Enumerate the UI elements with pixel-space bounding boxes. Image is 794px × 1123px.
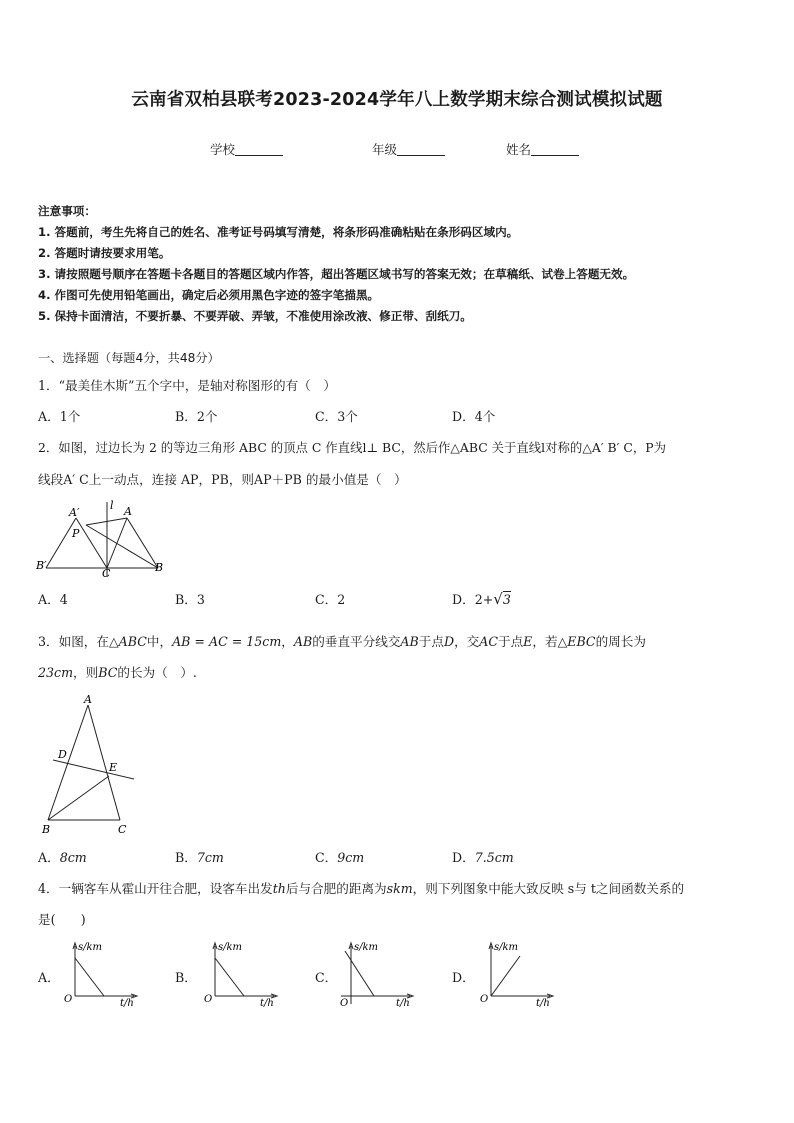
q3-text: ，交 [454,634,480,649]
q4-graph-y-label: s/km [494,942,519,953]
grade-field [372,140,445,158]
q2-label-b-prime: B′ [36,559,47,572]
q1-option-a[interactable]: A．1个 [38,409,81,424]
q2-figure [36,496,176,580]
name-label: 姓名 [506,142,532,157]
question-4-line-1 [38,878,684,897]
question-3-line-1 [38,631,646,650]
question-3-line-2 [38,662,197,681]
q3-text: 3．如图，在 [38,634,109,649]
q4-option-a[interactable]: A． [38,970,60,985]
note-item: 5. 保持卡面清洁，不要折暴、不要弄破、弄皱，不准使用涂改液、修正带、刮纸刀。 [38,309,472,323]
q3-text: ，则 [73,665,99,680]
q4-graph-y-label: s/km [354,942,379,953]
q3-option-a[interactable] [38,847,87,866]
q3-label-b: B [42,823,51,836]
q3-label-c: C [118,823,127,836]
q4-graph-y-label: s/km [218,942,243,953]
q4-graph-c [338,938,420,1010]
q3-option-b[interactable] [175,847,224,866]
q3-math: AC [479,634,498,649]
q4-text: ，则下列图象中能大致反映 s与 t之间函数关系的 [412,881,685,896]
note-item: 1. 答题前，考生先将自己的姓名、准考证号码填写清楚，将条形码准确粘贴在条形码区域内。 [38,225,519,239]
page-title: 云南省双柏县联考2023-2024学年八上数学期末综合测试模拟试题 [131,90,663,110]
q2-label-a: A [124,505,132,518]
q3-text: 的长为（ ）. [117,665,197,680]
q3-math: BC [98,665,118,680]
q3-label-d: D [58,748,67,761]
q4-math: th [272,881,286,896]
name-field [506,140,579,158]
q3-text: 的垂直平分线交 [312,634,401,649]
q3-math: △EBC [557,634,596,649]
q2-option-c[interactable]: C．2 [315,592,346,607]
q2-label-b: B [155,561,164,574]
q2-label-p: P [72,527,80,540]
option-value: 7.5cm [474,850,514,865]
option-letter: A． [38,850,60,865]
option-value: 9cm [337,850,365,865]
note-item: 3. 请按照题号顺序在答题卡各题目的答题区域内作答，超出答题区域书写的答案无效；在草稿纸、试卷上答题无效。 [38,267,635,281]
notes-heading: 注意事项： [38,204,96,218]
q2-option-b[interactable]: B．3 [175,592,205,607]
q3-math: △ABC [108,634,147,649]
grade-blank[interactable] [397,143,445,156]
school-label: 学校 [210,142,236,157]
q4-option-c[interactable]: C． [315,970,338,985]
q3-option-c[interactable] [315,847,364,866]
question-1: 1．“最美佳木斯”五个字中，是轴对称图形的有（ ） [38,378,336,393]
q4-math: skm [386,881,413,896]
q2-label-a-prime: A′ [69,506,80,519]
q3-label-a: A [84,693,92,706]
q4-text: 4．一辆客车从霍山开往合肥，设客车出发 [38,881,273,896]
q3-text: ， [281,634,294,649]
q3-text: 的周长为 [595,634,646,649]
q3-math: D [443,634,455,649]
section-heading: 一、选择题（每题4分，共48分） [38,351,220,365]
q3-option-d[interactable] [452,847,514,866]
q3-text: ，若 [532,634,558,649]
q1-option-b[interactable]: B．2个 [175,409,218,424]
grade-label: 年级 [372,142,398,157]
q4-text: 后与合肥的距离为 [285,881,387,896]
q3-figure [36,692,146,840]
option-value: 7cm [196,850,224,865]
q3-math: AB [400,634,419,649]
q4-graph-x-label: t/h [536,998,550,1009]
q4-option-d[interactable]: D． [452,970,475,985]
q1-option-d[interactable]: D．4个 [452,409,496,424]
q2-option-d-text: D．2+ [452,592,494,607]
q4-graph-a [62,938,144,1010]
q2-option-d[interactable] [452,589,511,608]
q2-label-l: l [110,499,114,512]
question-2-line-2: 线段A′ C上一动点，连接 AP，PB，则AP＋PB 的最小值是（ ） [38,472,407,487]
q2-label-c: C [102,567,111,580]
q4-graph-b [202,938,284,1010]
name-blank[interactable] [531,143,579,156]
q4-graph-y-label: s/km [78,942,103,953]
school-blank[interactable] [235,143,283,156]
q2-sqrt-arg: 3 [502,592,511,607]
q4-option-b[interactable]: B． [175,970,197,985]
option-value: 8cm [59,850,87,865]
option-letter: C． [315,850,338,865]
q4-graph-x-label: t/h [120,998,134,1009]
school-field [210,140,283,158]
q4-graph-d [478,938,560,1010]
q3-math: AB = AC = 15cm [172,634,282,649]
q4-graph-x-label: t/h [396,998,410,1009]
q3-math: E [523,634,533,649]
note-item: 4. 作图可先使用铅笔画出，确定后必须用黑色字迹的签字笔描黑。 [38,288,380,302]
q2-option-a[interactable]: A．4 [38,592,68,607]
q3-math: AB [293,634,313,649]
q4-graph-origin: O [340,998,349,1009]
question-2-line-1: 2．如图，过边长为 2 的等边三角形 ABC 的顶点 C 作直线l⊥ BC，然后作△ABC 关于直线l对称的△A′ B′ C，P为 [38,440,667,455]
q4-graph-origin: O [204,994,213,1005]
q3-label-e: E [109,761,118,774]
option-letter: B． [175,850,197,865]
q4-graph-origin: O [480,994,489,1005]
q3-text: 于点 [497,634,524,649]
q1-option-c[interactable]: C．3个 [315,409,358,424]
q4-graph-origin: O [64,994,73,1005]
q3-text: 中， [146,634,173,649]
q3-math: 23cm [38,665,74,680]
note-item: 2. 答题时请按要求用笔。 [38,246,171,260]
option-letter: D． [452,850,475,865]
question-4-line-2: 是( ) [38,912,86,927]
q4-graph-x-label: t/h [260,998,274,1009]
q3-text: 于点 [418,634,444,649]
sqrt-icon: √ [493,590,503,608]
